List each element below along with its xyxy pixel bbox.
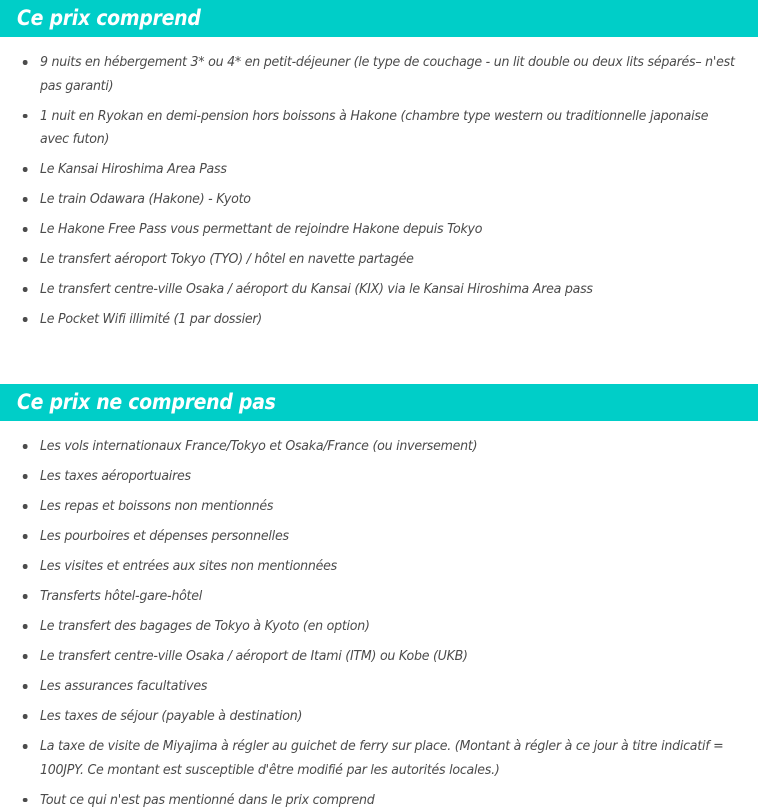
list-item <box>18 158 740 182</box>
section-spacer <box>0 338 758 384</box>
list-item-text: Le transfert des bagages de Tokyo à Kyoto (en option) <box>40 619 370 634</box>
list-item-text: Les repas et boissons non mentionnés <box>40 499 273 514</box>
section-header-included <box>0 0 758 37</box>
bullet-icon <box>23 317 27 322</box>
list-item-text: Les assurances facultatives <box>40 679 207 694</box>
list-item <box>18 675 740 699</box>
bullet-icon <box>23 594 27 599</box>
list-item <box>18 188 740 212</box>
list-item <box>18 585 740 609</box>
list-item <box>18 105 740 152</box>
list-item <box>18 705 740 729</box>
bullet-icon <box>23 257 27 262</box>
bullet-icon <box>23 474 27 479</box>
section-body-not-included <box>0 421 758 812</box>
list-item-text: Transferts hôtel-gare-hôtel <box>40 589 202 604</box>
bullet-icon <box>23 287 27 292</box>
list-item <box>18 555 740 579</box>
included-list <box>18 51 740 332</box>
bullet-icon <box>23 654 27 659</box>
list-item <box>18 495 740 519</box>
list-item-text: Les visites et entrées aux sites non mentionnées <box>40 559 337 574</box>
list-item <box>18 645 740 669</box>
bullet-icon <box>23 504 27 509</box>
list-item-text: 1 nuit en Ryokan en demi-pension hors boissons à Hakone (chambre type western ou traditionnelle japonaise avec futon) <box>40 109 708 148</box>
bullet-icon <box>23 684 27 689</box>
list-item-text: Les taxes de séjour (payable à destination) <box>40 709 302 724</box>
list-item-text: Le transfert centre-ville Osaka / aéroport du Kansai (KIX) via le Kansai Hiroshima Area pass <box>40 282 593 297</box>
section-header-not-included <box>0 384 758 421</box>
bullet-icon <box>23 798 27 803</box>
list-item-text: Le Hakone Free Pass vous permettant de rejoindre Hakone depuis Tokyo <box>40 222 482 237</box>
bullet-icon <box>23 60 27 65</box>
list-item <box>18 248 740 272</box>
list-item-text: Le Kansai Hiroshima Area Pass <box>40 162 227 177</box>
list-item-text: Le transfert aéroport Tokyo (TYO) / hôtel en navette partagée <box>40 252 414 267</box>
list-item-text: Le transfert centre-ville Osaka / aéroport de Itami (ITM) ou Kobe (UKB) <box>40 649 468 664</box>
list-item-text: Les pourboires et dépenses personnelles <box>40 529 289 544</box>
section-title-included: Ce prix comprend <box>17 8 201 29</box>
section-title-not-included: Ce prix ne comprend pas <box>17 392 276 413</box>
bullet-icon <box>23 564 27 569</box>
bullet-icon <box>23 534 27 539</box>
list-item <box>18 525 740 549</box>
list-item-text: 9 nuits en hébergement 3* ou 4* en petit-déjeuner (le type de couchage - un lit double ou deux lits séparés– n'est pas garanti) <box>40 55 735 94</box>
list-item-text: La taxe de visite de Miyajima à régler au guichet de ferry sur place. (Montant à régler à ce jour à titre indicatif = 100JPY. Ce montant est susceptible d'être modifié par les autorités locales.) <box>40 739 724 778</box>
list-item <box>18 278 740 302</box>
section-price-included <box>0 0 758 332</box>
list-item-text: Le Pocket Wifi illimité (1 par dossier) <box>40 312 262 327</box>
list-item <box>18 465 740 489</box>
list-item-text: Le train Odawara (Hakone) - Kyoto <box>40 192 251 207</box>
bullet-icon <box>23 167 27 172</box>
list-item-text: Les taxes aéroportuaires <box>40 469 191 484</box>
list-item-text: Les vols internationaux France/Tokyo et Osaka/France (ou inversement) <box>40 439 477 454</box>
bullet-icon <box>23 624 27 629</box>
list-item <box>18 735 740 782</box>
bullet-icon <box>23 227 27 232</box>
list-item <box>18 615 740 639</box>
list-item <box>18 435 740 459</box>
bullet-icon <box>23 714 27 719</box>
bullet-icon <box>23 114 27 119</box>
not-included-list <box>18 435 740 812</box>
bullet-icon <box>23 197 27 202</box>
list-item <box>18 308 740 332</box>
bullet-icon <box>23 444 27 449</box>
list-item-text: Tout ce qui n'est pas mentionné dans le prix comprend <box>40 793 375 808</box>
list-item <box>18 51 740 98</box>
list-item <box>18 789 740 812</box>
list-item <box>18 218 740 242</box>
section-body-included <box>0 37 758 332</box>
